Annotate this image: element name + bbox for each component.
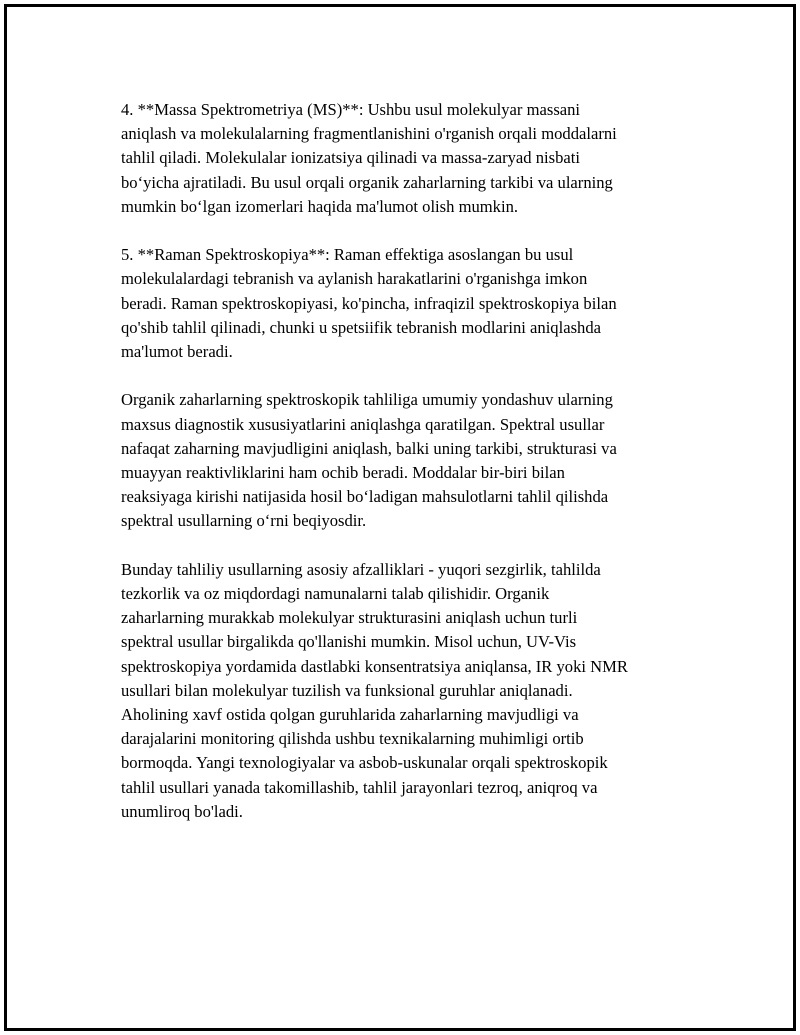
paragraph-mass-spectrometry: 4. **Massa Spektrometriya (MS)**: Ushbu usul molekulyar massani aniqlash va molekulalarning fragmentlanishini o'rganish orqali moddalarni tahlil qiladi. Molekulalar ionizatsiya qilinadi va massa-zaryad nisbati bo‘yicha ajratiladi. Bu usul orqali organik zaharlarning tarkibi va ularning mumkin bo‘lgan izomerlari haqida ma'lumot olish mumkin. [121,100,617,216]
page-frame [4,4,796,1031]
document-body [121,98,681,848]
paragraph-raman-spectroscopy: 5. **Raman Spektroskopiya**: Raman effektiga asoslangan bu usul molekulalardagi tebranish va aylanish harakatlarini o'rganishga imkon beradi. Raman spektroskopiyasi, ko'pincha, infraqizil spektroskopiya bilan qo'shib tahlil qilinadi, chunki u spetsiifik tebranish modlarini aniqlashda ma'lumot beradi. [121,245,617,362]
paragraph-advantages: Bunday tahliliy usullarning asosiy afzalliklari - yuqori sezgirlik, tahlilda tezkorlik va oz miqdordagi namunalarni talab qilishidir. Organik zaharlarning murakkab molekulyar strukturasini aniqlash uchun turli spektral usullar birgalikda qo'llanishi mumkin. Misol uchun, UV-Vis spektroskopiya yordamida dastlabki konsentratsiya aniqlansa, IR yoki NMR usullari bilan molekulyar tuzilish va funksional guruhlar aniqlanadi. Aholining xavf ostida qolgan guruhlarida zaharlarning mavjudligi va darajalarini monitoring qilishda ushbu texnikalarning muhimligi ortib bormoqda. Yangi texnologiyalar va asbob-uskunalar orqali spektroskopik tahlil usullari yanada takomillashib, tahlil jarayonlari tezroq, aniqroq va unumliroq bo'ladi. [121,559,628,821]
paragraph-general-approach: Organik zaharlarning spektroskopik tahliliga umumiy yondashuv ularning maxsus diagnostik xususiyatlarini aniqlashga qaratilgan. Spektral usullar nafaqat zaharning mavjudligini aniqlash, balki uning tarkibi, strukturasi va muayyan reaktivliklarini ham ochib beradi. Moddalar bir-biri bilan reaksiyaga kirishi natijasida hosil bo‘ladigan mahsulotlarni tahlil qilishda spektral usullarning o‘rni beqiyosdir. [121,390,617,531]
